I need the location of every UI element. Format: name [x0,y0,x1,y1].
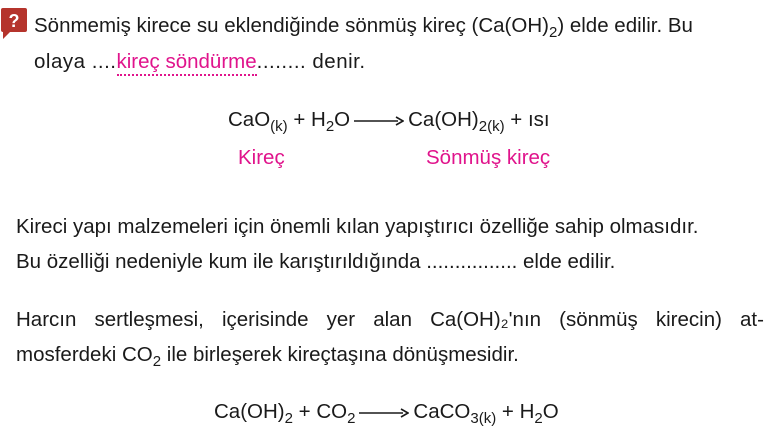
product-caoh2: Ca(OH) [408,108,479,131]
equation-2 [214,400,559,425]
word: kirecin) [655,308,722,331]
label-kirec: Kireç [238,146,285,169]
subscript: 2 [325,118,335,135]
state-subscript: (k) [270,118,288,135]
paragraph-2-line-2: Bu özelliği nedeniyle kum ile karıştırıldığında ................ elde edilir. [16,250,616,273]
question-line-2 [34,50,366,76]
word: alan [373,308,412,331]
word: at- [740,308,764,331]
word: Harcın [16,308,77,331]
state-subscript: 2(k) [478,118,505,135]
subscript: 2 [548,24,558,41]
plus-h2: + H [496,400,535,423]
paragraph-3-line-2 [16,343,519,370]
paragraph-2-line-1: Kireci yapı malzemeleri için önemli kılan yapıştırıcı özelliğe sahip olmasıdır. [16,215,699,238]
text: mosferdeki CO [16,343,153,366]
word: yer [326,308,356,331]
oxygen: O [334,108,351,131]
equation-1 [228,108,550,133]
subscript: 2 [284,410,293,427]
question-bubble-icon [0,6,28,40]
word: içerisinde [221,308,309,331]
reactant-caoh2: Ca(OH) [214,400,285,423]
question-line-1 [34,14,693,41]
label-sonmus-kirec: Sönmüş kireç [426,146,551,169]
filled-answer: kireç söndürme [117,50,257,76]
subscript: 2 [347,410,356,427]
state-subscript: 3(k) [470,410,497,427]
word: sertleşmesi, [94,308,204,331]
plus-h2: + H [287,108,326,131]
blank-dots-right: ........ denir. [256,50,366,73]
blank-dots-left: olaya .... [34,50,117,73]
question-text: Sönmemiş kirece su eklendiğinde sönmüş kireç (Ca(OH) [34,14,549,37]
reaction-arrow-icon [354,109,404,133]
question-text-end: ) elde edilir. Bu [557,14,693,37]
word: Ca(OH)₂'nın [430,308,542,331]
subscript: 2 [152,353,162,370]
plus-heat: + ısı [504,108,550,131]
text: ile birleşerek kireçtaşına dönüşmesidir. [161,343,519,366]
reactant-cao: CaO [228,108,271,131]
plus-co2: + CO [292,400,348,423]
svg-text:?: ? [8,11,20,31]
reaction-arrow-icon [359,401,409,425]
word: (sönmüş [559,308,638,331]
product-caco3: CaCO [413,400,471,423]
subscript: 2 [534,410,543,427]
paragraph-3-line-1 [16,308,764,332]
oxygen: O [542,400,559,423]
